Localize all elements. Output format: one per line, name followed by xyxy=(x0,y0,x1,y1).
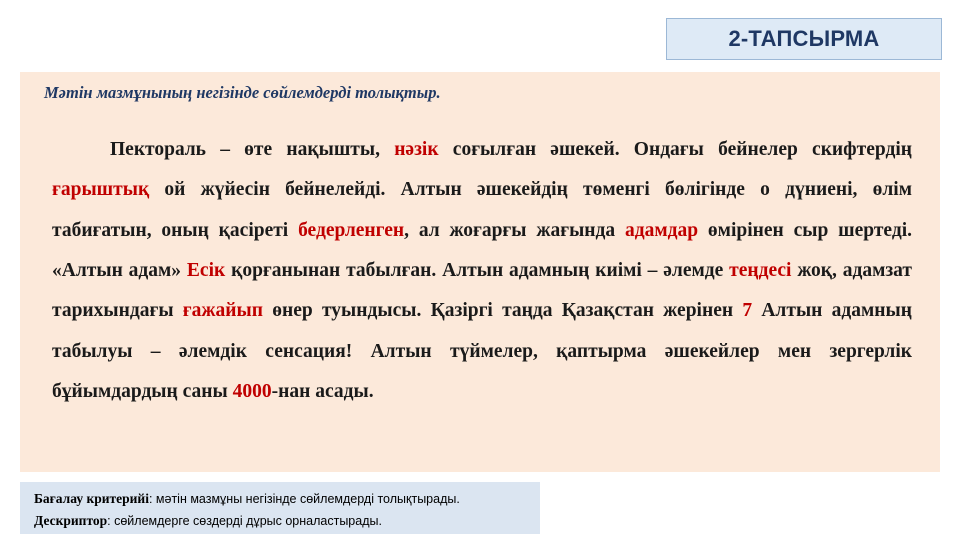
page-title: 2-ТАПСЫРМА xyxy=(728,26,880,51)
criterion-label: Бағалау критерийі xyxy=(34,491,149,506)
passage-keyword: нәзік xyxy=(394,139,439,160)
descriptor-line xyxy=(34,510,530,532)
passage-keyword: ғажайып xyxy=(182,300,263,322)
instruction-bar xyxy=(20,72,940,114)
passage-keyword: теңдесі xyxy=(729,260,792,282)
passage-keyword: бедерленген xyxy=(298,219,405,241)
passage-run: ой жүйесін бейнелейді. Алтын әшекейдің төменгі бөлігінде о дүниені, өлім табиғатын, оның қасіреті xyxy=(52,179,912,241)
passage-keyword: 7 xyxy=(742,300,753,322)
assessment-criteria-box xyxy=(20,482,540,534)
instruction-text: Мәтін мазмұнының негізінде сөйлемдерді толықтыр. xyxy=(44,83,441,102)
passage-keyword: Есік xyxy=(186,260,226,282)
passage-keyword: ғарыштық xyxy=(52,179,150,201)
passage-panel xyxy=(20,114,940,472)
passage-run: Пекторaль – өте нақышты, xyxy=(110,139,395,160)
passage-run: соғылған әшекей. Ондағы бейнелер скифтердің xyxy=(438,139,913,160)
passage-keyword: 4000 xyxy=(232,381,272,403)
criterion-text: : мәтін мазмұны негізінде сөйлемдерді толықтырады. xyxy=(148,492,460,506)
passage-text xyxy=(52,130,912,413)
criterion-line xyxy=(34,488,530,510)
task-title-badge xyxy=(666,18,942,60)
passage-keyword: адамдар xyxy=(624,219,699,241)
descriptor-text: : сөйлемдерге сөздерді дұрыс орналастырады. xyxy=(107,514,382,529)
passage-run: , ал жоғарғы жағында xyxy=(404,219,625,241)
passage-run: өмірінен сыр шертеді. «Алтын адам» xyxy=(52,219,912,282)
passage-run: жоқ, адамзат тарихындағы xyxy=(52,260,913,322)
passage-run: Алтын адамның табылуы – әлемдік сенсация! Алтын түймелер, қаптырма әшекейлер мен зергерлік бұйымдардың саны xyxy=(52,300,912,403)
descriptor-label: Дескриптор xyxy=(34,513,108,529)
passage-run: -нан асады. xyxy=(271,381,374,403)
passage-run: өнер туындысы. Қазіргі таңда Қазақстан жерінен xyxy=(263,300,743,322)
passage-run: қорғанынан табылған. Алтын адамның киімі – әлемде xyxy=(225,260,730,282)
